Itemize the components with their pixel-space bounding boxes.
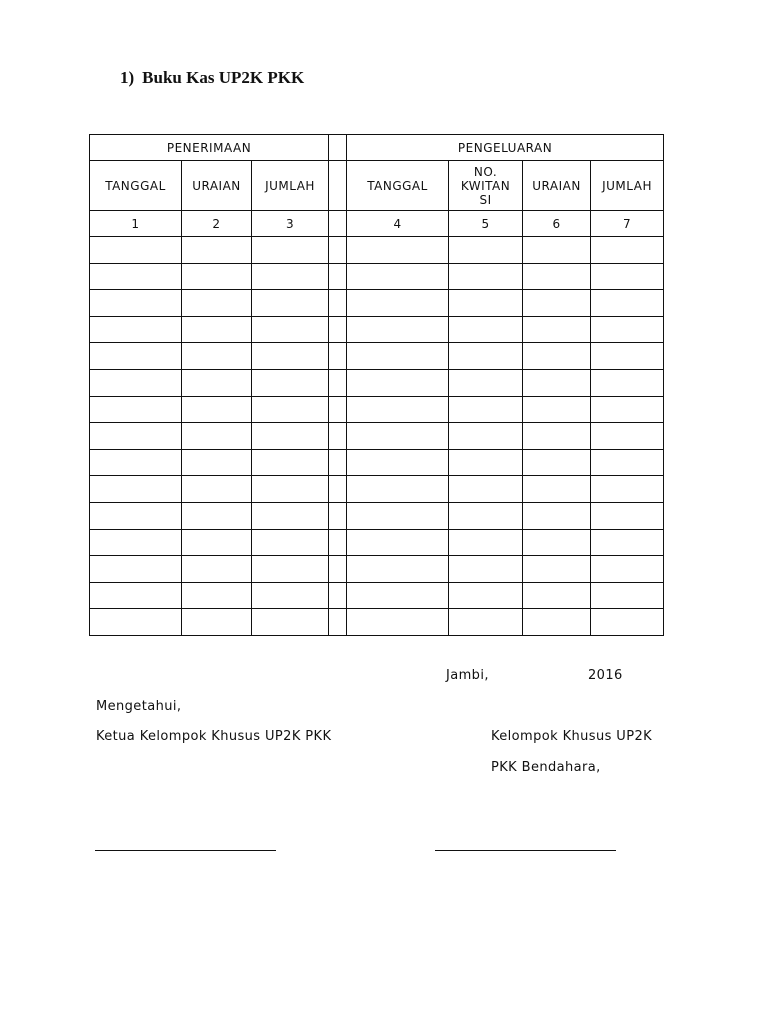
blank-cell bbox=[252, 263, 329, 290]
blank-cell bbox=[252, 237, 329, 264]
blank-cell bbox=[90, 369, 182, 396]
blank-cell bbox=[182, 582, 252, 609]
blank-cell bbox=[523, 423, 591, 450]
blank-cell bbox=[252, 502, 329, 529]
blank-cell bbox=[182, 290, 252, 317]
separator-cell bbox=[329, 582, 347, 609]
heading-number: 1) bbox=[120, 68, 135, 87]
blank-cell bbox=[591, 343, 664, 370]
col-header-expense-date: TANGGAL bbox=[347, 161, 449, 211]
blank-cell bbox=[347, 476, 449, 503]
document-heading bbox=[120, 68, 304, 88]
heading-title: Buku Kas UP2K PKK bbox=[142, 68, 305, 87]
separator-cell bbox=[329, 263, 347, 290]
blank-cell bbox=[449, 502, 523, 529]
blank-cell bbox=[90, 263, 182, 290]
blank-cell bbox=[90, 476, 182, 503]
table-row bbox=[90, 476, 664, 503]
blank-cell bbox=[347, 290, 449, 317]
blank-cell bbox=[347, 396, 449, 423]
table-row bbox=[90, 609, 664, 636]
separator-cell bbox=[329, 609, 347, 636]
blank-cell bbox=[449, 529, 523, 556]
blank-cell bbox=[347, 529, 449, 556]
table-row bbox=[90, 237, 664, 264]
table-row bbox=[90, 263, 664, 290]
blank-cell bbox=[523, 556, 591, 583]
cash-book-table bbox=[89, 134, 664, 636]
col-number: 2 bbox=[182, 211, 252, 237]
blank-cell bbox=[449, 290, 523, 317]
right-signature-line bbox=[435, 850, 616, 851]
blank-cell bbox=[591, 502, 664, 529]
blank-cell bbox=[347, 343, 449, 370]
signature-year: 2016 bbox=[588, 668, 623, 683]
separator-cell bbox=[329, 556, 347, 583]
separator-cell bbox=[329, 316, 347, 343]
blank-cell bbox=[523, 609, 591, 636]
blank-cell bbox=[90, 502, 182, 529]
left-signatory-title: Ketua Kelompok Khusus UP2K PKK bbox=[96, 729, 332, 744]
blank-cell bbox=[252, 343, 329, 370]
blank-cell bbox=[252, 369, 329, 396]
right-signatory-title-line2: PKK Bendahara, bbox=[491, 760, 601, 775]
blank-cell bbox=[182, 556, 252, 583]
table-row bbox=[90, 396, 664, 423]
blank-cell bbox=[182, 476, 252, 503]
blank-cell bbox=[90, 556, 182, 583]
table-row bbox=[90, 529, 664, 556]
blank-cell bbox=[182, 609, 252, 636]
blank-cell bbox=[182, 263, 252, 290]
right-signatory-title-line1: Kelompok Khusus UP2K bbox=[491, 729, 653, 744]
blank-cell bbox=[347, 449, 449, 476]
col-header-receipt-number: NO. KWITAN SI bbox=[449, 161, 523, 211]
blank-cell bbox=[347, 502, 449, 529]
separator-cell bbox=[329, 449, 347, 476]
separator-cell bbox=[329, 369, 347, 396]
blank-cell bbox=[252, 316, 329, 343]
blank-cell bbox=[523, 529, 591, 556]
col-number: 6 bbox=[523, 211, 591, 237]
blank-cell bbox=[182, 502, 252, 529]
table-row bbox=[90, 556, 664, 583]
expenses-header: PENGELUARAN bbox=[347, 135, 664, 161]
blank-cell bbox=[591, 449, 664, 476]
table-row bbox=[90, 502, 664, 529]
blank-cell bbox=[182, 237, 252, 264]
blank-cell bbox=[90, 237, 182, 264]
blank-cell bbox=[347, 237, 449, 264]
blank-cell bbox=[449, 316, 523, 343]
blank-rows bbox=[90, 237, 664, 636]
blank-cell bbox=[347, 369, 449, 396]
blank-cell bbox=[252, 582, 329, 609]
separator-cell bbox=[329, 135, 347, 161]
blank-cell bbox=[591, 263, 664, 290]
separator-cell bbox=[329, 529, 347, 556]
column-number-row bbox=[90, 211, 664, 237]
blank-cell bbox=[449, 609, 523, 636]
table-row bbox=[90, 582, 664, 609]
blank-cell bbox=[347, 316, 449, 343]
blank-cell bbox=[449, 263, 523, 290]
blank-cell bbox=[591, 423, 664, 450]
blank-cell bbox=[449, 237, 523, 264]
acknowledged-label: Mengetahui, bbox=[96, 699, 182, 714]
blank-cell bbox=[523, 237, 591, 264]
blank-cell bbox=[523, 290, 591, 317]
blank-cell bbox=[90, 529, 182, 556]
blank-cell bbox=[449, 343, 523, 370]
blank-cell bbox=[182, 316, 252, 343]
blank-cell bbox=[252, 423, 329, 450]
blank-cell bbox=[449, 582, 523, 609]
blank-cell bbox=[523, 316, 591, 343]
blank-cell bbox=[523, 369, 591, 396]
separator-cell bbox=[329, 290, 347, 317]
blank-cell bbox=[591, 396, 664, 423]
blank-cell bbox=[252, 476, 329, 503]
col-header-receipt-date: TANGGAL bbox=[90, 161, 182, 211]
col-number: 3 bbox=[252, 211, 329, 237]
col-header-receipt-amount: JUMLAH bbox=[252, 161, 329, 211]
blank-cell bbox=[347, 609, 449, 636]
blank-cell bbox=[182, 449, 252, 476]
blank-cell bbox=[449, 369, 523, 396]
blank-cell bbox=[591, 476, 664, 503]
separator-cell bbox=[329, 211, 347, 237]
blank-cell bbox=[347, 556, 449, 583]
blank-cell bbox=[90, 343, 182, 370]
blank-cell bbox=[252, 396, 329, 423]
blank-cell bbox=[182, 343, 252, 370]
table-row bbox=[90, 423, 664, 450]
blank-cell bbox=[90, 449, 182, 476]
blank-cell bbox=[182, 396, 252, 423]
blank-cell bbox=[90, 290, 182, 317]
column-header-row bbox=[90, 161, 664, 211]
blank-cell bbox=[523, 476, 591, 503]
col-header-expense-amount: JUMLAH bbox=[591, 161, 664, 211]
col-header-expense-description: URAIAN bbox=[523, 161, 591, 211]
separator-cell bbox=[329, 237, 347, 264]
blank-cell bbox=[90, 316, 182, 343]
col-number: 4 bbox=[347, 211, 449, 237]
blank-cell bbox=[90, 582, 182, 609]
blank-cell bbox=[449, 423, 523, 450]
blank-cell bbox=[449, 396, 523, 423]
separator-cell bbox=[329, 161, 347, 211]
table-row bbox=[90, 316, 664, 343]
blank-cell bbox=[523, 582, 591, 609]
blank-cell bbox=[591, 316, 664, 343]
separator-cell bbox=[329, 476, 347, 503]
col-number: 5 bbox=[449, 211, 523, 237]
blank-cell bbox=[449, 556, 523, 583]
separator-cell bbox=[329, 343, 347, 370]
blank-cell bbox=[523, 263, 591, 290]
table-row bbox=[90, 343, 664, 370]
blank-cell bbox=[252, 556, 329, 583]
blank-cell bbox=[591, 290, 664, 317]
table-row bbox=[90, 369, 664, 396]
group-header-row bbox=[90, 135, 664, 161]
blank-cell bbox=[523, 396, 591, 423]
blank-cell bbox=[449, 476, 523, 503]
blank-cell bbox=[591, 237, 664, 264]
blank-cell bbox=[347, 582, 449, 609]
blank-cell bbox=[523, 343, 591, 370]
col-number: 7 bbox=[591, 211, 664, 237]
blank-cell bbox=[90, 609, 182, 636]
blank-cell bbox=[182, 369, 252, 396]
blank-cell bbox=[591, 556, 664, 583]
blank-cell bbox=[591, 582, 664, 609]
blank-cell bbox=[252, 449, 329, 476]
separator-cell bbox=[329, 423, 347, 450]
col-number: 1 bbox=[90, 211, 182, 237]
blank-cell bbox=[182, 423, 252, 450]
left-signature-line bbox=[95, 850, 276, 851]
blank-cell bbox=[591, 609, 664, 636]
blank-cell bbox=[252, 609, 329, 636]
separator-cell bbox=[329, 502, 347, 529]
blank-cell bbox=[182, 529, 252, 556]
blank-cell bbox=[449, 449, 523, 476]
blank-cell bbox=[591, 369, 664, 396]
receipts-header: PENERIMAAN bbox=[90, 135, 329, 161]
blank-cell bbox=[523, 502, 591, 529]
table-row bbox=[90, 449, 664, 476]
signature-place: Jambi, bbox=[446, 668, 489, 683]
blank-cell bbox=[591, 529, 664, 556]
blank-cell bbox=[90, 423, 182, 450]
blank-cell bbox=[90, 396, 182, 423]
separator-cell bbox=[329, 396, 347, 423]
blank-cell bbox=[252, 290, 329, 317]
blank-cell bbox=[347, 263, 449, 290]
blank-cell bbox=[523, 449, 591, 476]
table-row bbox=[90, 290, 664, 317]
blank-cell bbox=[347, 423, 449, 450]
col-header-receipt-description: URAIAN bbox=[182, 161, 252, 211]
blank-cell bbox=[252, 529, 329, 556]
